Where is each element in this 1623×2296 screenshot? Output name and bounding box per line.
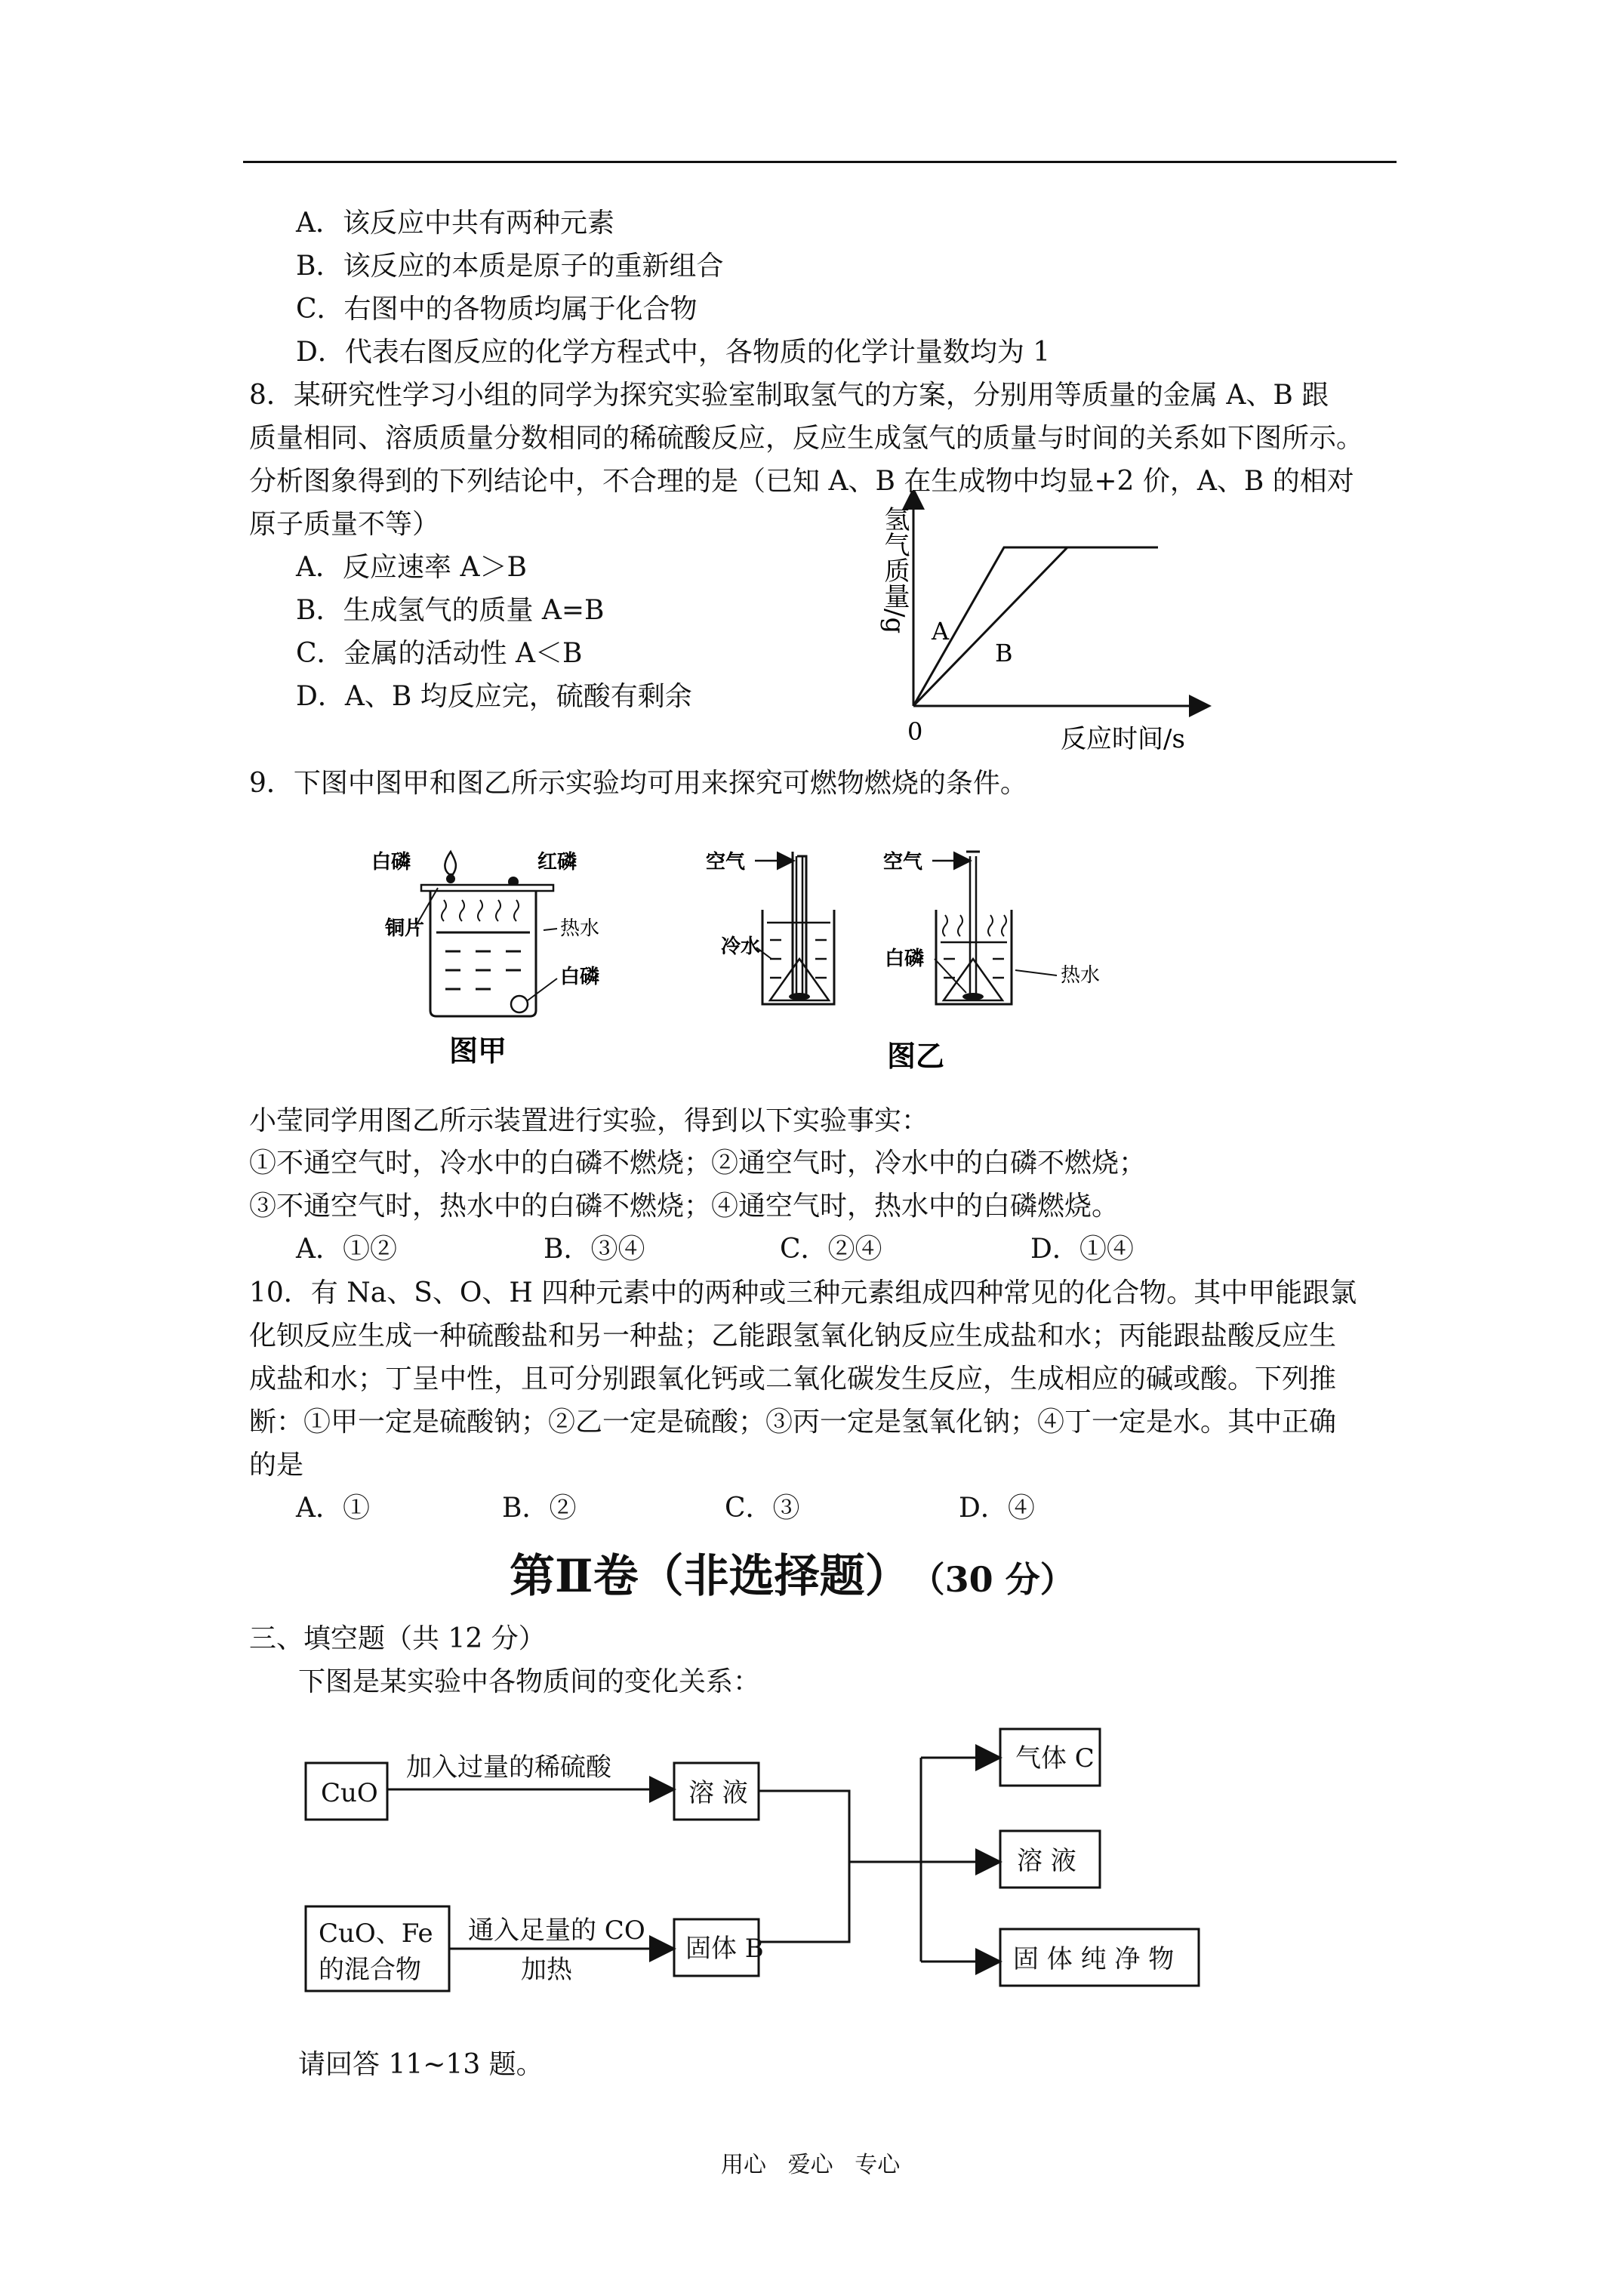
q8-option-d: D．A、B 均反应完，硫酸有剩余: [296, 681, 692, 712]
flow-diagram: [294, 1714, 1230, 2001]
q9-option-c: C．②④: [780, 1234, 882, 1265]
q9-option-b: B．③④: [544, 1234, 645, 1265]
part3-intro: 下图是某实验中各物质间的变化关系：: [298, 1666, 761, 1697]
q9-facts-intro: 小莹同学用图乙所示装置进行实验，得到以下实验事实：: [249, 1105, 929, 1136]
header-rule: [243, 161, 1397, 163]
q8-stem-line-1: 8．某研究性学习小组的同学为探究实验室制取氢气的方案，分别用等质量的金属 A、B 跟: [249, 380, 1329, 411]
beaker-cold: [762, 910, 834, 1004]
label-copper-sheet: 铜片: [385, 917, 425, 940]
flow-pure-solid: 固 体 纯 净 物: [1013, 1944, 1175, 1974]
copper-sheet: [421, 885, 553, 891]
flow-gas-c: 气体 C: [1015, 1743, 1095, 1774]
series-a-label: A: [932, 617, 950, 646]
caption-yi: 图乙: [887, 1040, 945, 1072]
q10-stem-line-4: 断：①甲一定是硫酸钠；②乙一定是硫酸；③丙一定是氢氧化钠；④丁一定是水。其中正确: [249, 1407, 1337, 1438]
q8-stem-line-4: 原子质量不等）: [249, 509, 440, 540]
label-air-1: 空气: [706, 851, 746, 874]
q10-stem-line-1: 10．有 Na、S、O、H 四种元素中的两种或三种元素组成四种常见的化合物。其中甲能跟氯: [249, 1277, 1357, 1308]
q8-stem-line-2: 质量相同、溶质质量分数相同的稀硫酸反应，反应生成氢气的质量与时间的关系如下图所示。: [249, 423, 1364, 454]
q10-stem-line-5: 的是: [249, 1450, 304, 1481]
white-phosphorus-bottom: [511, 996, 528, 1012]
q9-facts-line-2: ③不通空气时，热水中的白磷不燃烧；④通空气时，热水中的白磷燃烧。: [249, 1191, 1119, 1222]
q10-option-d: D．④: [959, 1493, 1035, 1524]
flow-arrow1-label: 加入过量的稀硫酸: [406, 1752, 611, 1783]
flow-solid-b: 固体 B: [685, 1934, 764, 1964]
flow-cuo: CuO: [321, 1778, 378, 1808]
part3-closing: 请回答 11~13 题。: [298, 2049, 544, 2080]
flow-solution-2: 溶 液: [1017, 1846, 1076, 1876]
series-b-label: B: [995, 639, 1013, 668]
flow-arrow2-top: 通入足量的 CO: [468, 1915, 645, 1946]
q7-option-d: D．代表右图反应的化学方程式中，各物质的化学计量数均为 1: [296, 337, 1051, 368]
flow-mixture-line-1: CuO、Fe: [319, 1918, 433, 1949]
q8-option-b: B．生成氢气的质量 A=B: [296, 595, 605, 626]
origin-label: 0: [907, 717, 923, 746]
flow-mixture-line-2: 的混合物: [319, 1955, 421, 1985]
q10-option-b: B．②: [502, 1493, 577, 1524]
q9-option-d: D．①④: [1030, 1234, 1134, 1265]
q8-option-c: C．金属的活动性 A＜B: [296, 638, 583, 669]
q7-option-a: A．该反应中共有两种元素: [296, 208, 614, 239]
hydrogen-mass-chart: [861, 491, 1215, 759]
section-2-title: 第Ⅱ卷（非选择题）: [510, 1550, 910, 1603]
label-white-phosphorus: 白磷: [885, 948, 925, 970]
q10-option-c: C．③: [725, 1493, 800, 1524]
figure-jia: [362, 846, 634, 1072]
series-a-line: [913, 547, 1158, 706]
flow-arrow2-bottom: 加热: [521, 1955, 572, 1985]
part3-heading: 三、填空题（共 12 分）: [249, 1623, 546, 1654]
series-b-line: [913, 547, 1158, 706]
y-axis-label: 氢气质量/g: [879, 506, 910, 634]
q10-stem-line-3: 成盐和水；丁呈中性，且可分别跟氧化钙或二氧化碳发生反应，生成相应的碱或酸。下列推: [249, 1364, 1337, 1395]
q10-stem-line-2: 化钡反应生成一种硫酸盐和另一种盐；乙能跟氢氧化钠反应生成盐和水；丙能跟盐酸反应生: [249, 1321, 1337, 1351]
q8-option-a: A．反应速率 A＞B: [296, 552, 527, 583]
figure-yi: [694, 846, 1117, 1072]
label-hot-water-yi: 热水: [1061, 964, 1101, 987]
label-air-2: 空气: [883, 851, 923, 874]
q9-facts-line-1: ①不通空气时，冷水中的白磷不燃烧；②通空气时，冷水中的白磷不燃烧；: [249, 1148, 1147, 1179]
q9-option-a: A．①②: [296, 1234, 397, 1265]
q7-option-c: C．右图中的各物质均属于化合物: [296, 294, 698, 325]
label-red-phosphorus: 红磷: [537, 851, 577, 874]
x-axis-label: 反应时间/s: [1061, 724, 1185, 754]
section-2-score: （30 分）: [910, 1559, 1075, 1600]
section-2-heading: [510, 1540, 1075, 1601]
q10-option-a: A．①: [296, 1493, 370, 1524]
page-footer: 用心 爱心 专心: [721, 2152, 901, 2178]
label-hot-water: 热水: [560, 917, 600, 940]
label-white-phosphorus-bottom: 白磷: [560, 966, 600, 988]
label-cold-water: 冷水: [721, 935, 761, 958]
q9-stem: 9．下图中图甲和图乙所示实验均可用来探究可燃物燃烧的条件。: [249, 768, 1027, 799]
caption-jia: 图甲: [449, 1034, 507, 1068]
q8-stem-line-3: 分析图象得到的下列结论中，不合理的是（已知 A、B 在生成物中均显+2 价，A、B 的相对: [249, 466, 1354, 497]
label-white-phosphorus-top: 白磷: [371, 851, 411, 874]
q7-option-b: B．该反应的本质是原子的重新组合: [296, 251, 724, 282]
flame-icon: [445, 852, 456, 874]
flow-solution-1: 溶 液: [688, 1778, 748, 1808]
beaker-hot: [936, 910, 1012, 1004]
